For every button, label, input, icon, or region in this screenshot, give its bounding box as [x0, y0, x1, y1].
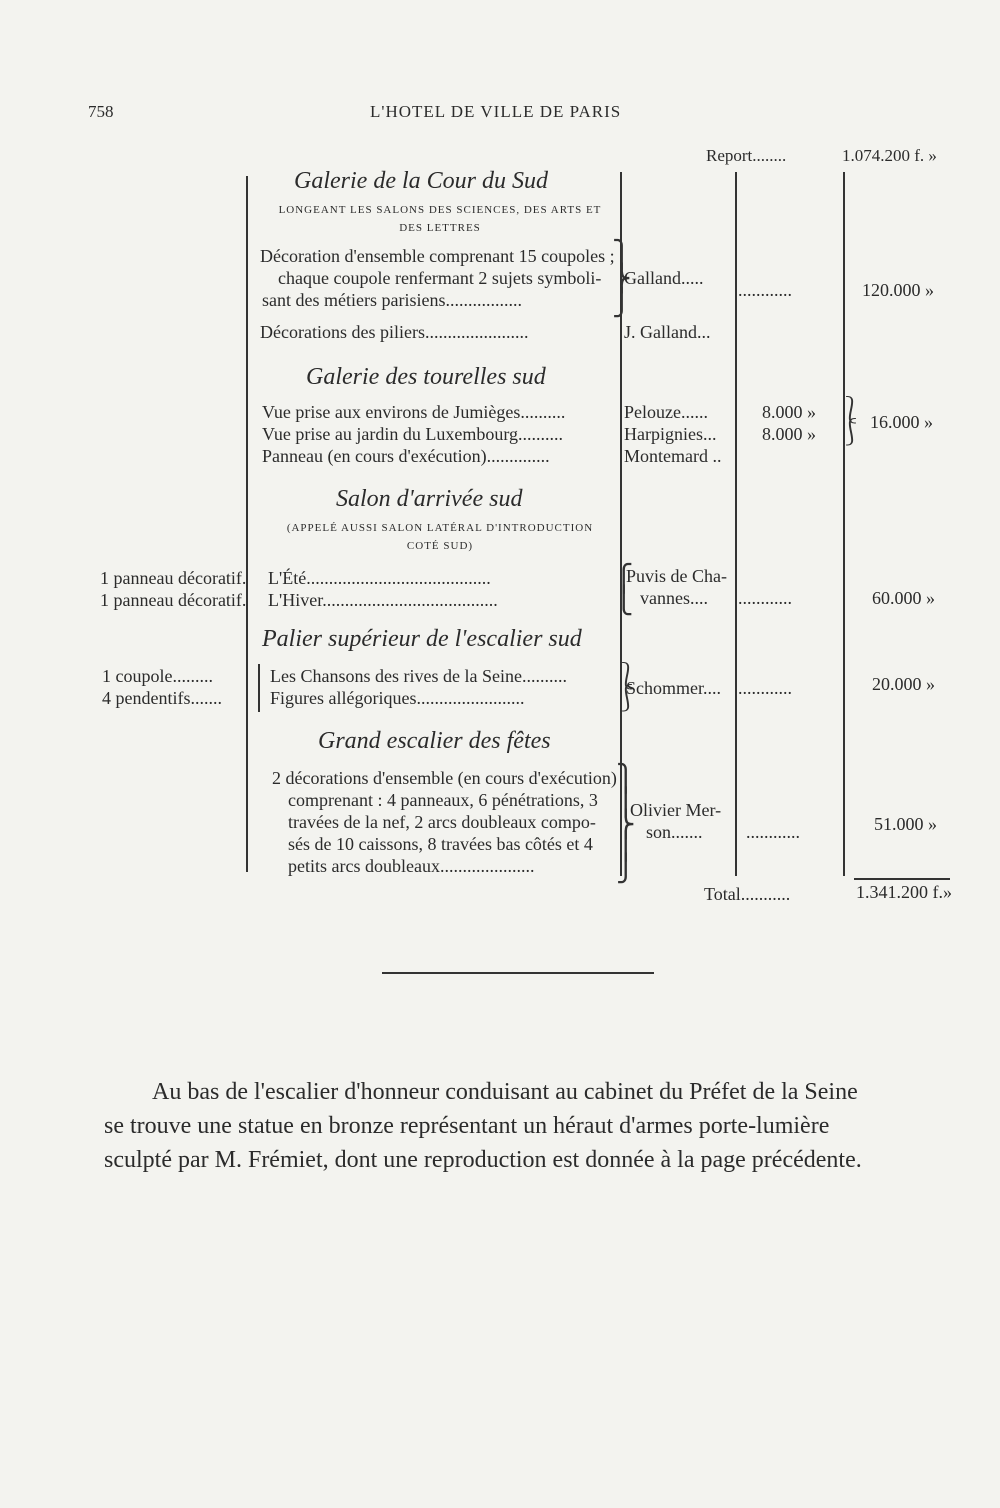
entry-category: 1 panneau décoratif.: [100, 590, 247, 610]
column-rule-total: [843, 172, 845, 876]
brace-icon: ⎱: [614, 662, 641, 691]
entry-text: travées de la nef, 2 arcs doubleaux compo-: [288, 812, 596, 832]
report-label: Report........: [706, 146, 787, 165]
entry-text: sés de 10 caissons, 8 travées bas côtés et 4: [288, 834, 593, 854]
artist-name: Schommer....: [626, 678, 721, 698]
leader-dots: ............: [738, 588, 792, 608]
section-subtitle-cour-sud-1: LONGEANT LES SALONS DES SCIENCES, DES ARTS ET: [278, 204, 602, 216]
running-title: L'HOTEL DE VILLE DE PARIS: [370, 102, 622, 121]
brace-icon: ⎬: [612, 264, 632, 293]
section-title-arrivee: Salon d'arrivée sud: [336, 486, 523, 512]
section-total: 120.000 »: [862, 280, 934, 300]
brace-icon: ⎱: [838, 396, 865, 425]
entry-amount: 8.000 »: [762, 424, 816, 444]
section-total: 60.000 »: [872, 588, 935, 608]
paragraph-line-3: sculpté par M. Frémiet, dont une reproduction est donnée à la page précédente.: [104, 1147, 862, 1173]
page-number: 758: [88, 102, 114, 121]
total-label: Total...........: [704, 884, 791, 904]
entry-text: Vue prise au jardin du Luxembourg..........: [262, 424, 564, 444]
section-subtitle-arrivee-2: COTÉ SUD): [406, 540, 474, 552]
brace-icon: ⎭: [616, 854, 636, 883]
entry-category: 1 panneau décoratif.: [100, 568, 247, 588]
brace-icon: ⎫: [616, 764, 636, 793]
brace-icon: ⎭: [612, 288, 632, 317]
brace-icon: ⎰: [614, 684, 641, 713]
section-total: 20.000 »: [872, 674, 935, 694]
entry-text: chaque coupole renfermant 2 sujets symboli-: [278, 268, 602, 288]
brace-icon: ⎪: [616, 832, 636, 861]
report-amount: 1.074.200 f. »: [842, 146, 937, 165]
leader-dots: ............: [746, 822, 800, 842]
entry-text: 2 décorations d'ensemble (en cours d'exécution): [272, 768, 617, 788]
column-rule-palier: [258, 664, 260, 712]
brace-icon: ⎫: [612, 240, 632, 269]
artist-name: Pelouze......: [624, 402, 708, 422]
entry-text: Décorations des piliers.......................: [260, 322, 529, 342]
total-rule: [854, 878, 950, 880]
artist-name: Puvis de Cha-: [626, 566, 727, 586]
section-title-tourelles: Galerie des tourelles sud: [306, 364, 546, 390]
entry-text: L'Hiver.......................................: [268, 590, 498, 610]
entry-category: 1 coupole.........: [102, 666, 213, 686]
brace-icon: ⎧: [614, 564, 634, 593]
brace-icon: ⎬: [616, 810, 636, 839]
section-title-cour-sud: Galerie de la Cour du Sud: [294, 168, 548, 194]
entry-text: Figures allégoriques........................: [270, 688, 525, 708]
entry-text: Vue prise aux environs de Jumièges..........: [262, 402, 566, 422]
brace-icon: ⎰: [838, 418, 865, 447]
paragraph-line-1: Au bas de l'escalier d'honneur conduisant au cabinet du Préfet de la Seine: [152, 1079, 858, 1105]
entry-text: Les Chansons des rives de la Seine..........: [270, 666, 567, 686]
entry-text: L'Été.........................................: [268, 568, 491, 588]
artist-name: J. Galland...: [624, 322, 711, 342]
artist-name: Harpignies...: [624, 424, 717, 444]
artist-name: Galland.....: [624, 268, 704, 288]
section-total: 16.000 »: [870, 412, 933, 432]
entry-text: comprenant : 4 panneaux, 6 pénétrations, 3: [288, 790, 598, 810]
column-rule-amount: [735, 172, 737, 876]
artist-name: Olivier Mer-: [630, 800, 722, 820]
entry-text: Décoration d'ensemble comprenant 15 coupoles ;: [260, 246, 615, 266]
brace-icon: ⎩: [614, 586, 634, 615]
section-title-grand-escalier: Grand escalier des fêtes: [318, 728, 551, 754]
artist-name: son.......: [646, 822, 703, 842]
entry-text: petits arcs doubleaux.....................: [288, 856, 535, 876]
column-rule-left: [246, 176, 248, 872]
section-divider: [382, 972, 654, 974]
section-subtitle-cour-sud-2: DES LETTRES: [399, 222, 481, 234]
entry-category: 4 pendentifs.......: [102, 688, 222, 708]
section-title-palier: Palier supérieur de l'escalier sud: [262, 626, 582, 652]
total-amount: 1.341.200 f.»: [856, 882, 952, 902]
artist-name: Montemard ..: [624, 446, 722, 466]
entry-text: sant des métiers parisiens.................: [262, 290, 522, 310]
brace-icon: ⎪: [616, 788, 636, 817]
entry-amount: 8.000 »: [762, 402, 816, 422]
section-subtitle-arrivee-1: (APPELÉ AUSSI SALON LATÉRAL D'INTRODUCTION: [286, 522, 594, 534]
artist-name: vannes....: [640, 588, 708, 608]
leader-dots: ............: [738, 678, 792, 698]
section-total: 51.000 »: [874, 814, 937, 834]
entry-text: Panneau (en cours d'exécution)..............: [262, 446, 550, 466]
leader-dots: ............: [738, 280, 792, 300]
paragraph-line-2: se trouve une statue en bronze représentant un héraut d'armes porte-lumière: [104, 1113, 830, 1139]
